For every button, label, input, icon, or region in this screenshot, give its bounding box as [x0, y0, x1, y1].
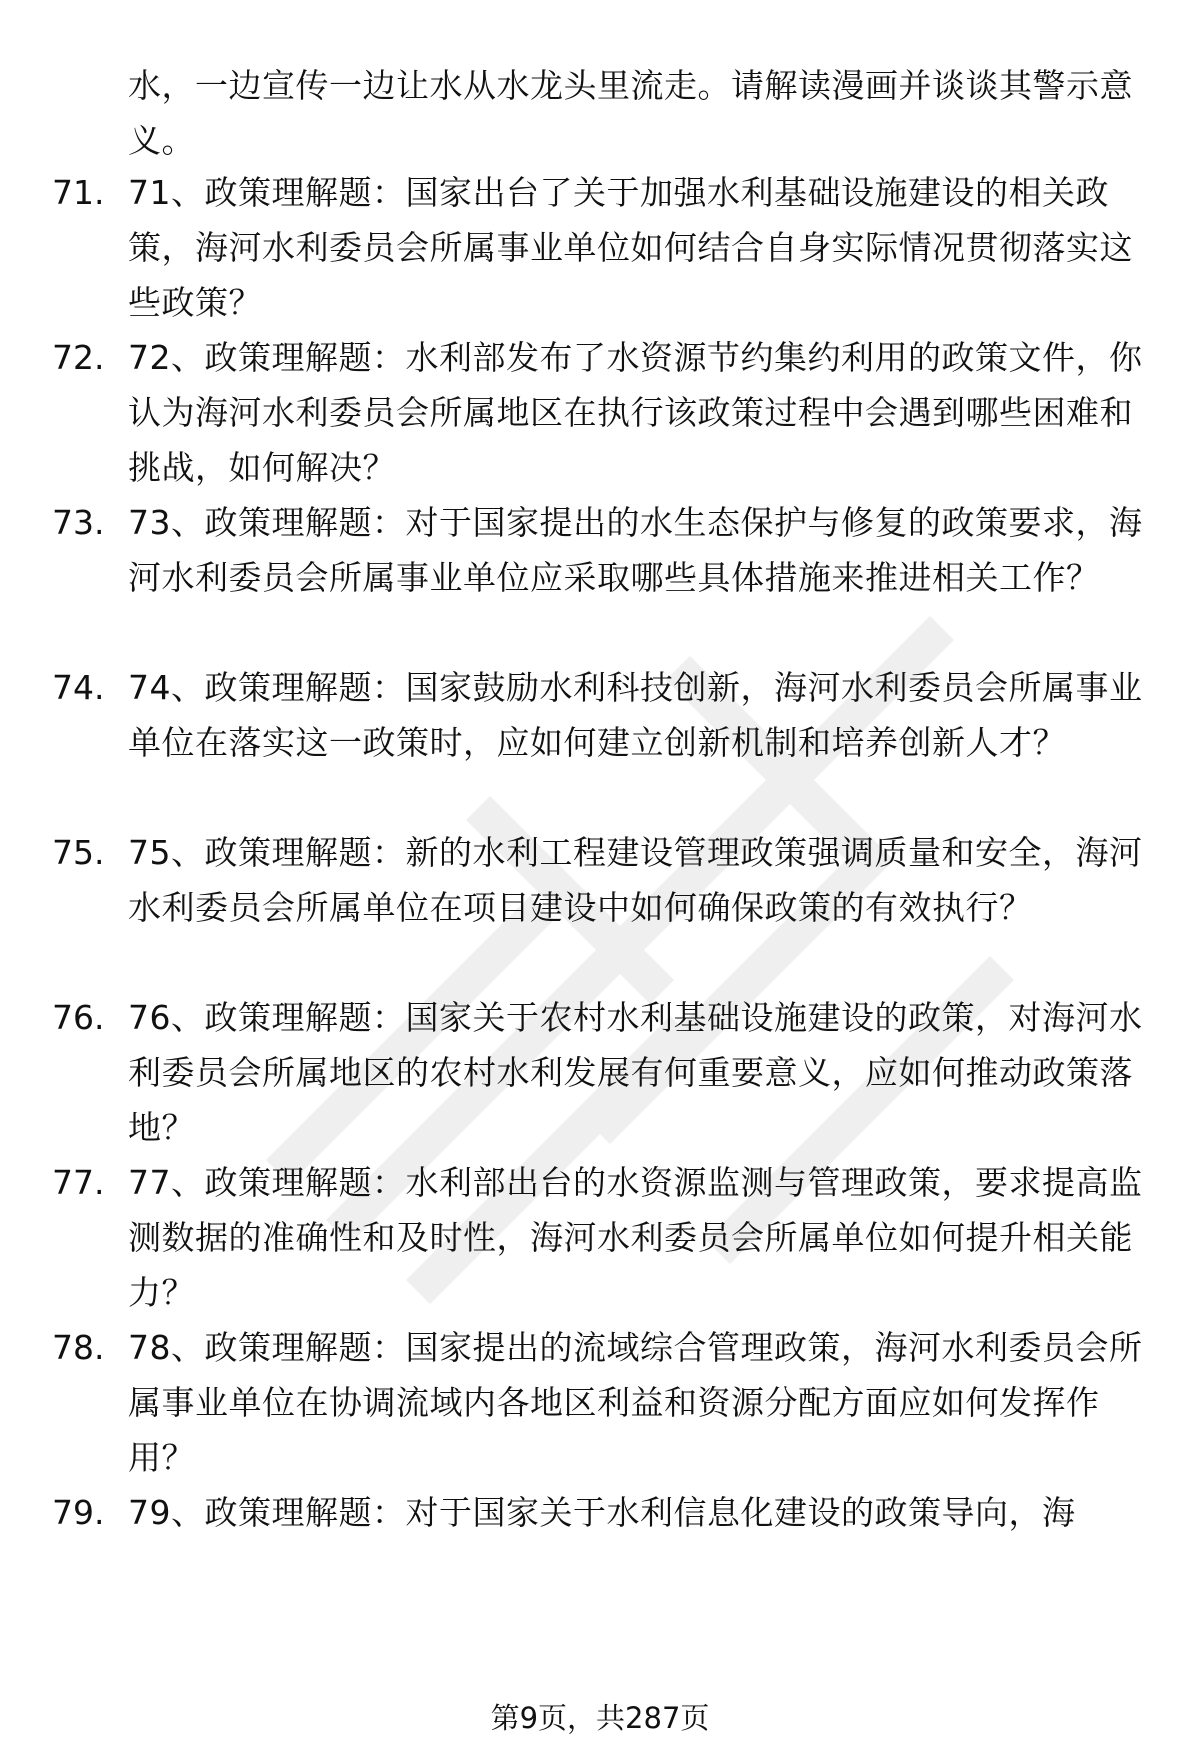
item-text: 72、政策理解题：水利部发布了水资源节约集约利用的政策文件，你认为海河水利委员会所属地区在执行该政策过程中会遇到哪些困难和挑战，如何解决？ — [128, 338, 1143, 487]
page-footer: 第9页，共287页 — [490, 1701, 710, 1735]
item-text: 76、政策理解题：国家关于农村水利基础设施建设的政策，对海河水利委员会所属地区的农村水利发展有何重要意义，应如何推动政策落地？ — [128, 998, 1143, 1147]
item-text: 77、政策理解题：水利部出台的水资源监测与管理政策，要求提高监测数据的准确性和及时性，海河水利委员会所属单位如何提升相关能力？ — [128, 1163, 1143, 1312]
item-number: 78. — [52, 1328, 105, 1367]
item-number: 75. — [52, 833, 105, 872]
item-number: 73. — [52, 503, 105, 542]
item-text: 74、政策理解题：国家鼓励水利科技创新，海河水利委员会所属事业单位在落实这一政策时，应如何建立创新机制和培养创新人才？ — [128, 668, 1143, 762]
item-text: 78、政策理解题：国家提出的流域综合管理政策，海河水利委员会所属事业单位在协调流域内各地区利益和资源分配方面应如何发挥作用？ — [128, 1328, 1143, 1477]
item-number: 77. — [52, 1163, 105, 1202]
item-number: 74. — [52, 668, 105, 707]
item-number: 76. — [52, 998, 105, 1037]
item-text: 73、政策理解题：对于国家提出的水生态保护与修复的政策要求，海河水利委员会所属事业单位应采取哪些具体措施来推进相关工作？ — [128, 503, 1143, 597]
continuation-paragraph: 水，一边宣传一边让水从水龙头里流走。请解读漫画并谈谈其警示意义。 — [128, 66, 1133, 160]
item-number: 72. — [52, 338, 105, 377]
item-text: 71、政策理解题：国家出台了关于加强水利基础设施建设的相关政策，海河水利委员会所属事业单位如何结合自身实际情况贯彻落实这些政策？ — [128, 173, 1133, 322]
item-number: 71. — [52, 173, 105, 212]
item-text: 79、政策理解题：对于国家关于水利信息化建设的政策导向，海 — [128, 1493, 1076, 1532]
item-text: 75、政策理解题：新的水利工程建设管理政策强调质量和安全，海河水利委员会所属单位在项目建设中如何确保政策的有效执行？ — [128, 833, 1143, 927]
item-number: 79. — [52, 1493, 105, 1532]
